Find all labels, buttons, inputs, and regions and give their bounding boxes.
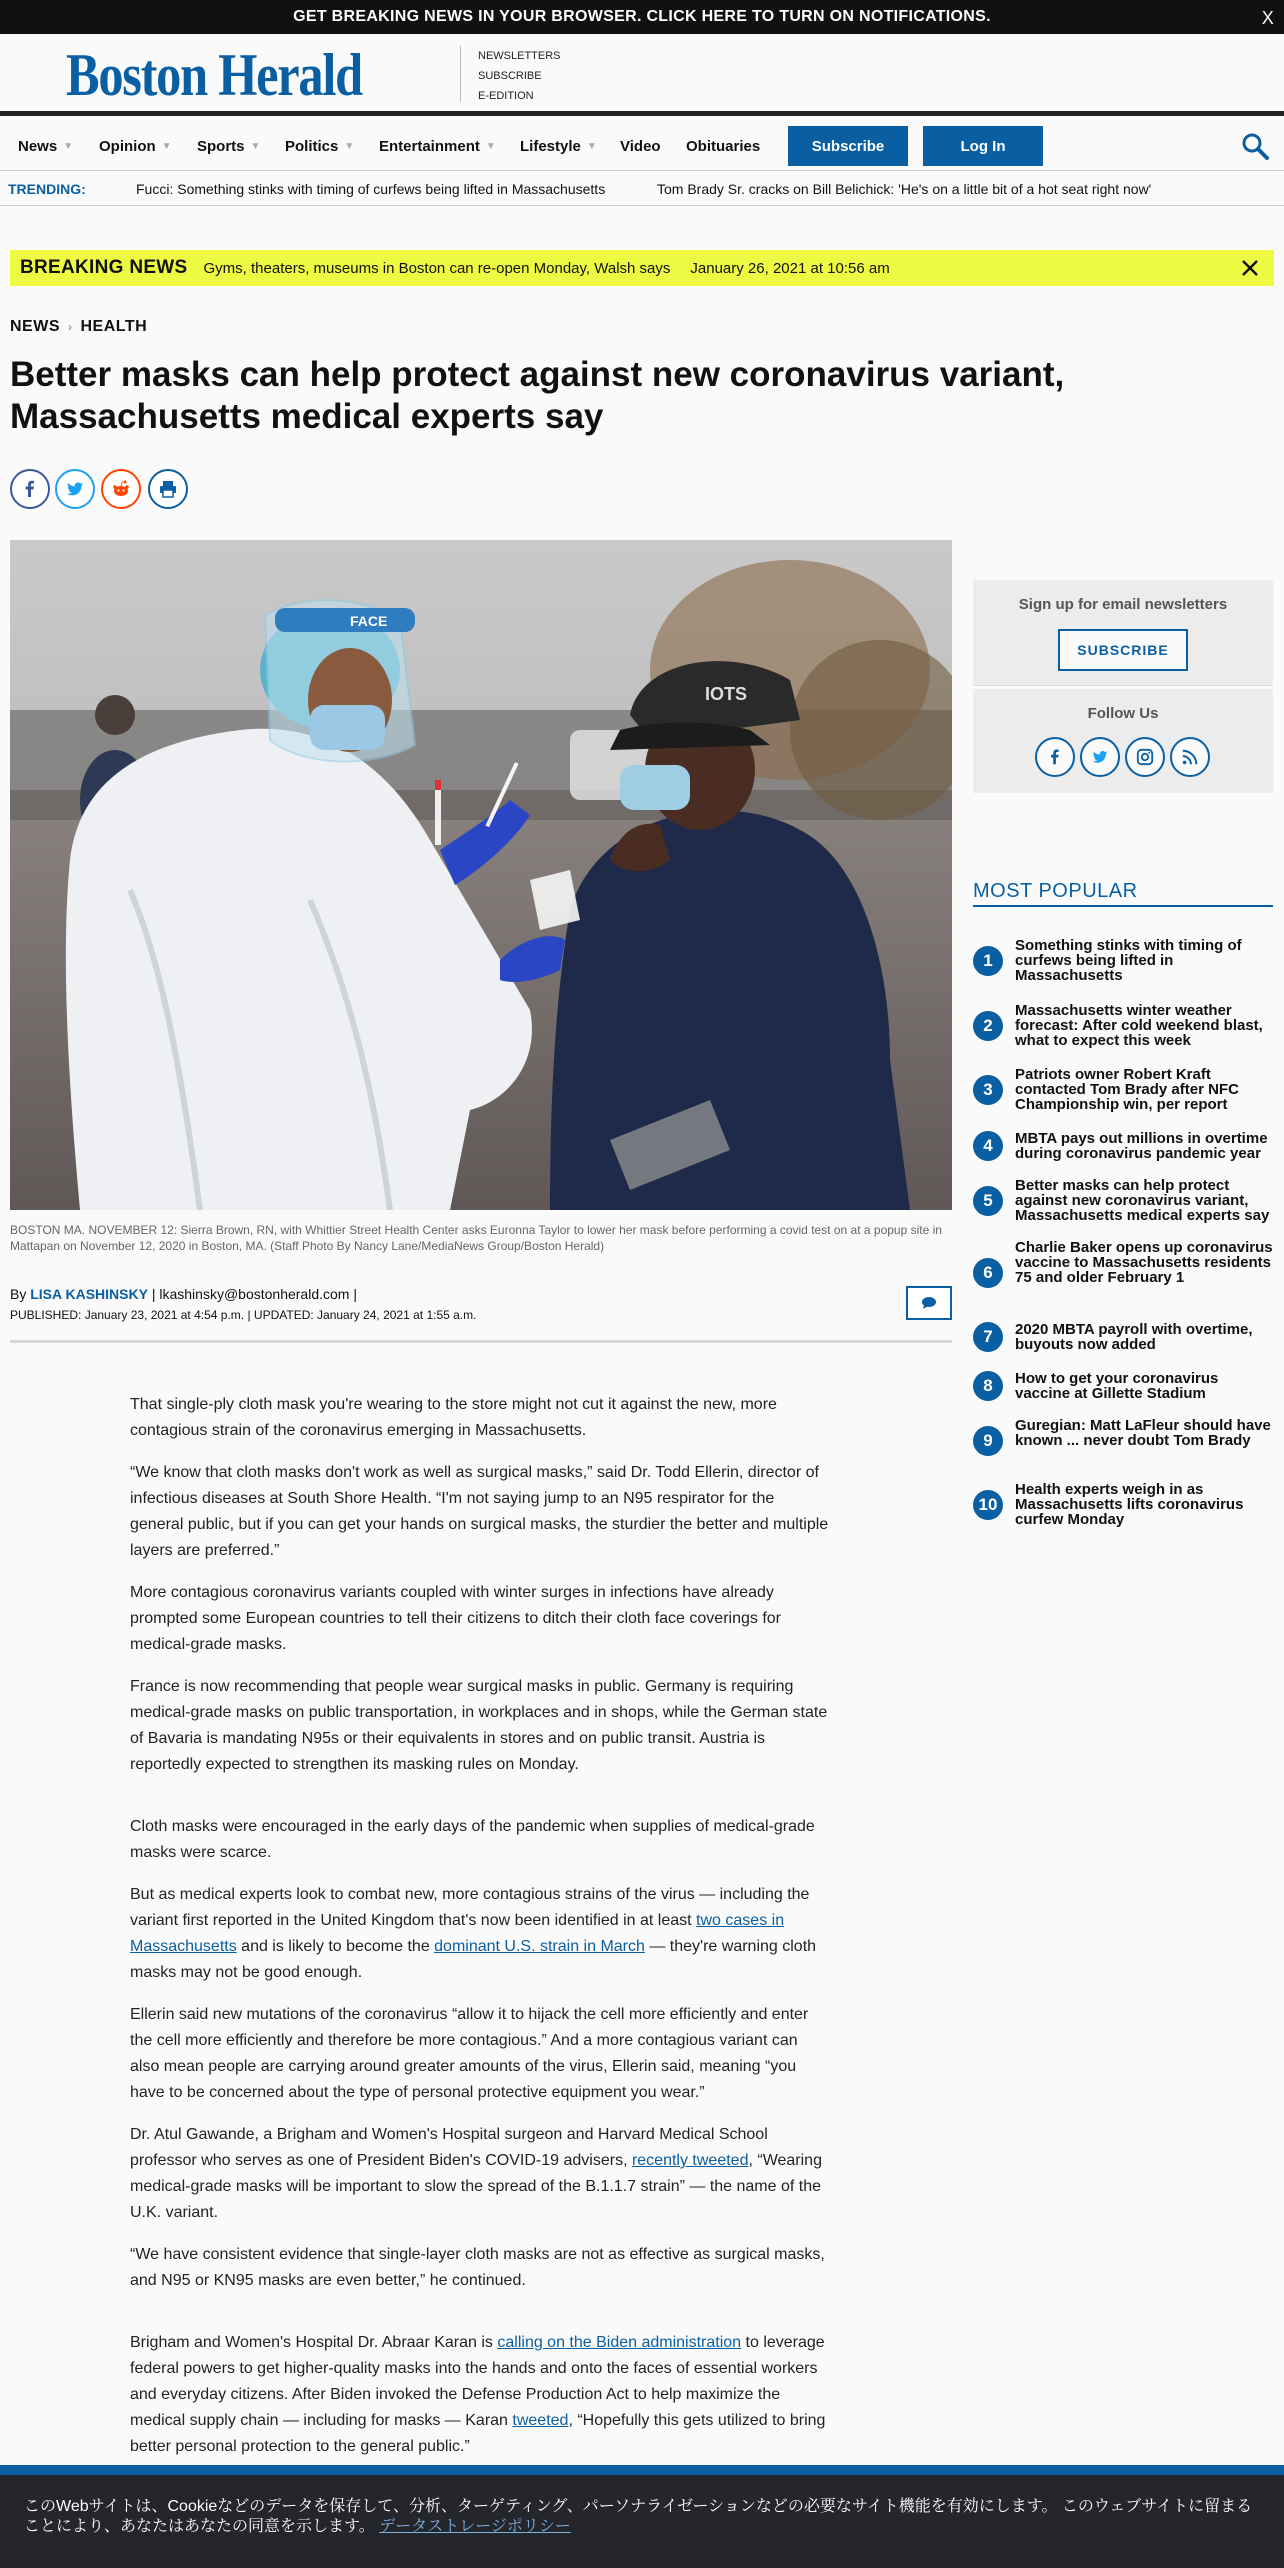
breaking-news-label: BREAKING NEWS xyxy=(20,257,188,278)
face-shield-text: FACE xyxy=(350,613,388,629)
subscribe-link[interactable]: SUBSCRIBE xyxy=(478,70,542,82)
breaking-news-date: January 26, 2021 at 10:56 am xyxy=(690,259,890,277)
trending-link[interactable]: Fucci: Something stinks with timing of curfews being lifted in Massachusetts xyxy=(136,180,606,197)
inline-link[interactable]: tweeted xyxy=(512,2412,569,2429)
breaking-news-banner[interactable] xyxy=(10,250,1274,286)
nav-label: Entertainment xyxy=(379,137,480,155)
article-paragraph: “We know that cloth masks don't work as well as surgical masks,” said Dr. Todd Ellerin, director of infectious diseases at South Shore Health. “I'm not saying jump to an N95 respirator for the general public, but if you can get your hands on surgical masks, the sturdier the better and multiple layers are preferred.” xyxy=(130,1464,829,1559)
byline-prefix: By xyxy=(10,1286,27,1302)
trending-bar xyxy=(0,172,1284,206)
print-button[interactable] xyxy=(148,469,188,509)
cookie-text xyxy=(24,2497,1264,2537)
instagram-follow-button[interactable] xyxy=(1125,737,1165,777)
cookie-banner xyxy=(0,2465,1284,2568)
nav-label: Sports xyxy=(197,137,245,155)
popular-rank: 2 xyxy=(973,1011,1003,1041)
chevron-down-icon: ▼ xyxy=(63,140,74,152)
newsletter-title: Sign up for email newsletters xyxy=(1018,596,1228,613)
close-icon[interactable] xyxy=(1240,258,1260,278)
instagram-icon xyxy=(1136,748,1154,766)
article-paragraph xyxy=(130,2122,830,2226)
article-paragraph: That single-ply cloth mask you're wearing to the store might not cut it against the new, more contagious strain of the coronavirus emerging in Massachusetts. xyxy=(130,1396,777,1439)
twitter-share-button[interactable] xyxy=(55,469,95,509)
nav-item-sports[interactable] xyxy=(197,121,260,171)
main-nav xyxy=(0,121,1284,171)
nav-item-opinion[interactable] xyxy=(99,121,172,171)
article-headline: Better masks can help protect against new coronavirus variant, Massachusetts medical experts say xyxy=(10,355,1065,436)
newsletter-subscribe-button[interactable]: SUBSCRIBE xyxy=(1058,629,1188,671)
site-logo[interactable]: Boston Herald xyxy=(66,42,362,108)
paragraph-text: But as medical experts look to combat new, more contagious strains of the virus — including the variant first reported in the United Kingdom that's now been identified in at least xyxy=(130,1886,810,1929)
chevron-down-icon: ▼ xyxy=(250,140,261,152)
popular-rank: 9 xyxy=(973,1426,1003,1456)
nav-label: Politics xyxy=(285,137,339,155)
popular-rank: 4 xyxy=(973,1131,1003,1161)
nav-item-lifestyle[interactable] xyxy=(520,121,597,171)
popular-link[interactable]: Charlie Baker opens up coronavirus vaccine to Massachusetts residents 75 and older February 1 xyxy=(1015,1239,1273,1286)
popular-rank: 10 xyxy=(973,1490,1003,1520)
popular-rank: 8 xyxy=(973,1371,1003,1401)
popular-link[interactable]: Massachusetts winter weather forecast: After cold weekend blast, what to expect this week xyxy=(1015,1002,1263,1049)
follow-title: Follow Us xyxy=(1087,705,1159,722)
popular-link[interactable]: 2020 MBTA payroll with overtime, buyouts now added xyxy=(1015,1321,1253,1353)
trending-link[interactable]: Tom Brady Sr. cracks on Bill Belichick: 'He's on a little bit of a hot seat right now' xyxy=(657,180,1152,197)
chevron-down-icon: ▼ xyxy=(161,140,172,152)
popular-link[interactable]: Health experts weigh in as Massachusetts lifts coronavirus curfew Monday xyxy=(1015,1481,1244,1528)
login-button[interactable]: Log In xyxy=(923,126,1043,166)
photo-caption: BOSTON MA. NOVEMBER 12: Sierra Brown, RN, with Whittier Street Health Center asks Euronna Taylor to lower her mask before performing a covid test on at a popup site in Mattapan on November 12, 2020 in Boston, MA. (Staff Photo By Nancy Lane/MediaNews Group/Boston Herald) xyxy=(10,1223,942,1253)
popular-rank: 1 xyxy=(973,946,1003,976)
popular-link[interactable]: Guregian: Matt LaFleur should have known ... never doubt Tom Brady xyxy=(1015,1417,1271,1449)
subscribe-button[interactable]: Subscribe xyxy=(788,126,908,166)
article-hero-photo[interactable] xyxy=(10,540,952,1210)
facebook-follow-button[interactable] xyxy=(1035,737,1075,777)
author-email[interactable]: | lkashinsky@bostonherald.com | xyxy=(151,1286,357,1302)
rss-follow-button[interactable] xyxy=(1170,737,1210,777)
inline-link[interactable]: dominant U.S. strain in March xyxy=(434,1938,645,1955)
byline-divider xyxy=(10,1340,952,1343)
hat-text: IOTS xyxy=(705,684,748,704)
breadcrumb-separator: › xyxy=(68,320,73,334)
covid-test-photo xyxy=(10,540,952,1210)
comment-icon xyxy=(921,1296,937,1310)
breadcrumb-health[interactable]: HEALTH xyxy=(80,318,148,335)
popular-link[interactable]: Patriots owner Robert Kraft contacted Tom Brady after NFC Championship win, per report xyxy=(1015,1066,1239,1113)
paragraph-text: , “Hopefully this gets utilized to bring better personal protection to the general public.” xyxy=(130,2412,826,2455)
chevron-down-icon: ▼ xyxy=(344,140,355,152)
article-paragraph: France is now recommending that people wear surgical masks in public. Germany is requiring medical-grade masks on public transportation, in workplaces and in shops, while the German state of Bavaria is mandating N95s or their equivalents in stores and on public transit. Austria is reportedly expected to strengthen its masking rules on Monday. xyxy=(130,1678,828,1773)
follow-us xyxy=(973,689,1273,793)
chevron-down-icon: ▼ xyxy=(485,140,496,152)
facebook-share-button[interactable] xyxy=(10,469,50,509)
article-body xyxy=(130,1392,830,2476)
chevron-down-icon: ▼ xyxy=(586,140,597,152)
reddit-icon xyxy=(110,478,132,500)
masthead-links xyxy=(478,46,561,106)
nav-item-news[interactable] xyxy=(18,121,73,171)
popular-rank: 6 xyxy=(973,1258,1003,1288)
masthead xyxy=(0,34,1284,116)
article-paragraph xyxy=(130,2330,830,2460)
newsletter-signup xyxy=(973,580,1273,686)
facebook-icon xyxy=(1046,748,1064,766)
nav-label: Opinion xyxy=(99,137,156,155)
nav-item-obituaries[interactable]: Obituaries xyxy=(686,137,761,155)
published-date: PUBLISHED: January 23, 2021 at 4:54 p.m. | UPDATED: January 24, 2021 at 1:55 a.m. xyxy=(10,1308,477,1322)
popular-link[interactable]: How to get your coronavirus vaccine at Gillette Stadium xyxy=(1015,1370,1219,1402)
popular-link[interactable]: Something stinks with timing of curfews being lifted in Massachusetts xyxy=(1015,937,1242,984)
popular-link[interactable]: Better masks can help protect against new coronavirus variant, Massachusetts medical experts say xyxy=(1015,1177,1270,1224)
inline-link[interactable]: calling on the Biden administration xyxy=(497,2334,742,2351)
nav-label: News xyxy=(18,137,58,155)
article-paragraph: “We have consistent evidence that single-layer cloth masks are not as effective as surgical masks, and N95 or KN95 masks are even better,” he continued. xyxy=(130,2246,825,2289)
notification-close-icon[interactable]: X xyxy=(1261,8,1274,28)
paragraph-text: to leverage federal powers to get higher-quality masks into the hands and onto the faces of essential workers and everyday citizens. After Biden invoked the Defense Production Act to help maximize the medical supply chain — including for masks — Karan xyxy=(130,2334,825,2429)
comments-button[interactable] xyxy=(906,1286,952,1320)
twitter-icon xyxy=(1091,748,1109,766)
breadcrumb-news[interactable]: NEWS xyxy=(10,318,60,335)
masthead-divider xyxy=(460,46,461,102)
reddit-share-button[interactable] xyxy=(101,469,141,509)
paragraph-text: and is likely to become the xyxy=(236,1938,435,1955)
twitter-follow-button[interactable] xyxy=(1080,737,1120,777)
article-paragraph: Ellerin said new mutations of the coronavirus “allow it to hijack the cell more efficiently and enter the cell more efficiently and therefore be more contagious.” And a more contagious variant can also mean people are carrying around greater amounts of the virus, Ellerin said, meaning “you have to be concerned about the type of personal protective equipment you wear.” xyxy=(130,2006,809,2101)
inline-link[interactable]: two cases in Massachusetts xyxy=(130,1912,785,1955)
paragraph-text: , “Wearing medical-grade masks will be important to slow the spread of the B.1.1.7 strain” — the name of the U.K. variant. xyxy=(130,2152,822,2221)
nav-item-entertainment[interactable] xyxy=(379,121,496,171)
paragraph-text: Dr. Atul Gawande, a Brigham and Women's Hospital surgeon and Harvard Medical School professor who serves as one of President Biden's COVID-19 advisers, xyxy=(130,2126,768,2169)
facebook-icon xyxy=(20,479,40,499)
breaking-news-text[interactable]: Gyms, theaters, museums in Boston can re-open Monday, Walsh says xyxy=(203,259,671,277)
article-paragraph: Cloth masks were encouraged in the early days of the pandemic when supplies of medical-grade masks were scarce. xyxy=(130,1818,815,1861)
rss-icon xyxy=(1181,748,1199,766)
most-popular-title: MOST POPULAR xyxy=(973,880,1273,907)
twitter-icon xyxy=(65,479,85,499)
popular-rank: 7 xyxy=(973,1322,1003,1352)
nav-label: Lifestyle xyxy=(520,137,581,155)
inline-link[interactable]: recently tweeted xyxy=(631,2152,749,2169)
nav-item-politics[interactable] xyxy=(285,121,354,171)
data-storage-policy-link[interactable]: データストレージポリシー xyxy=(379,2518,571,2535)
e-edition-link[interactable]: E-EDITION xyxy=(478,90,534,102)
breadcrumb xyxy=(10,318,147,336)
trending-label: TRENDING: xyxy=(8,180,86,197)
notification-bar[interactable] xyxy=(0,0,1284,34)
paragraph-text: Brigham and Women's Hospital Dr. Abraar Karan is xyxy=(130,2334,498,2351)
popular-link[interactable]: MBTA pays out millions in overtime during coronavirus pandemic year xyxy=(1015,1130,1268,1162)
popular-rank: 3 xyxy=(973,1075,1003,1105)
author-link[interactable]: LISA KASHINSKY xyxy=(30,1286,148,1302)
newsletters-link[interactable]: NEWSLETTERS xyxy=(478,50,561,62)
byline xyxy=(10,1286,357,1302)
search-icon[interactable] xyxy=(1240,131,1270,161)
cookie-message: このWebサイトは、Cookieなどのデータを保存して、分析、ターゲティング、パーソナライゼーションなどの必要なサイト機能を有効にします。 このウェブサイトに留まることにより、あなたはあなたの同意を示します。 xyxy=(24,2498,1253,2535)
print-icon xyxy=(158,479,178,499)
popular-rank: 5 xyxy=(973,1186,1003,1216)
article-paragraph xyxy=(130,1882,830,1986)
nav-item-video[interactable]: Video xyxy=(620,137,661,155)
paragraph-text: — they're warning cloth masks may not be good enough. xyxy=(130,1938,817,1981)
notification-text[interactable]: GET BREAKING NEWS IN YOUR BROWSER. CLICK HERE TO TURN ON NOTIFICATIONS. xyxy=(293,8,991,25)
article-paragraph: More contagious coronavirus variants coupled with winter surges in infections have already prompted some European countries to tell their citizens to ditch their cloth face coverings for medical-grade masks. xyxy=(130,1584,781,1653)
